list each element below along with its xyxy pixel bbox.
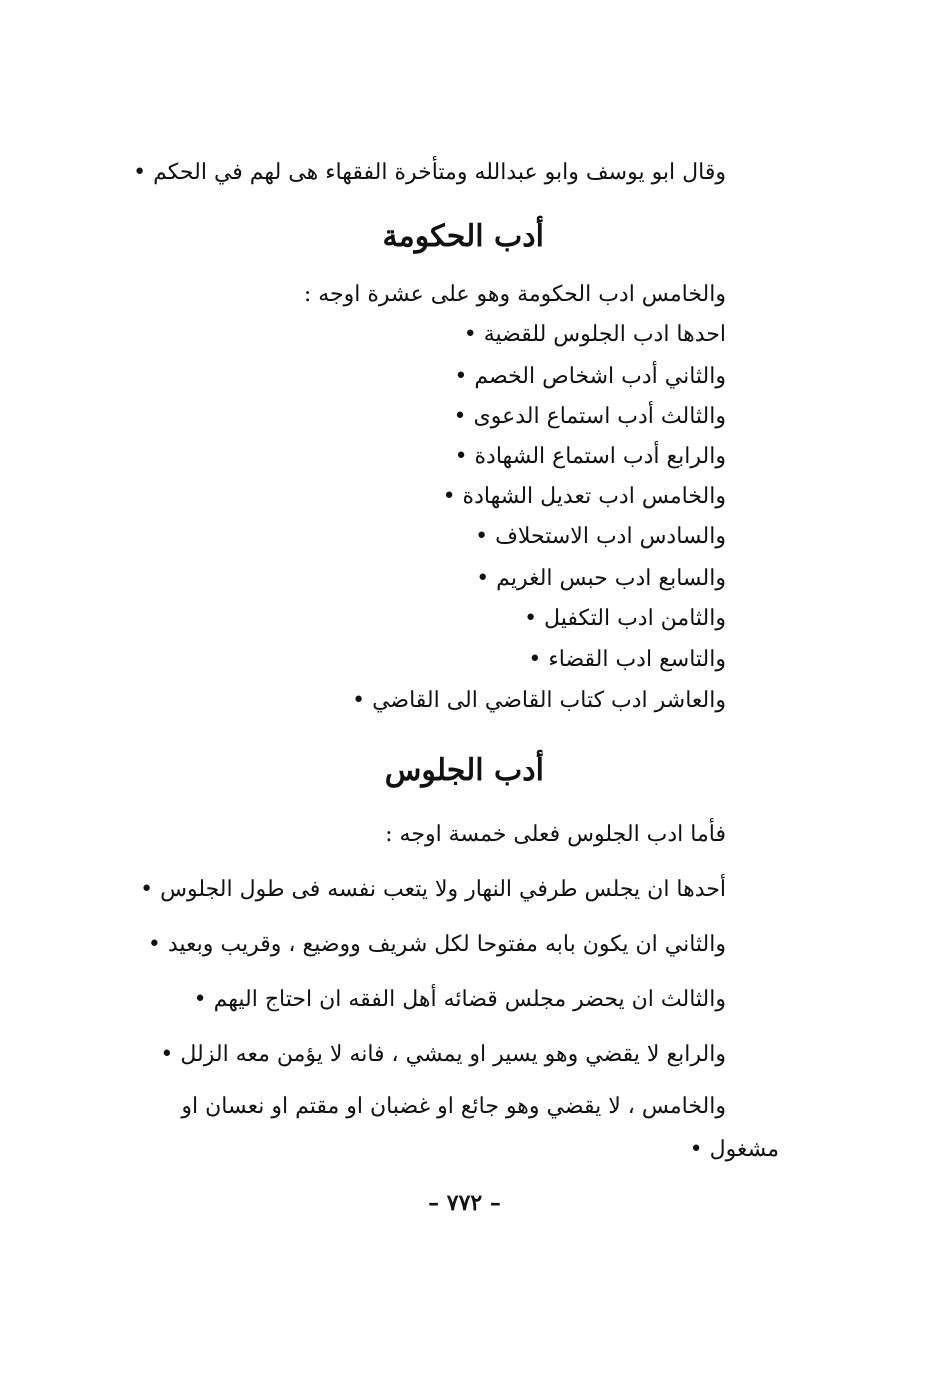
list-item: احدها ادب الجلوس للقضية • [463,322,726,347]
section-heading-julus: أدب الجلوس [384,753,544,788]
list-item: والسابع ادب حبس الغريم • [476,566,726,591]
paragraph-line: والخامس ، لا يقضي وهو جائع او غضبان او مقتم او نعسان او [181,1094,726,1119]
paragraph-line: مشغول • [689,1137,779,1162]
list-item: والتاسع ادب القضاء • [528,647,726,672]
paragraph-line: والرابع لا يقضي وهو يسير او يمشي ، فانه لا يؤمن معه الزلل • [160,1042,726,1067]
list-item: والرابع أدب استماع الشهادة • [454,444,726,469]
list-item: والخامس ادب تعديل الشهادة • [442,484,726,509]
intro-line: وقال ابو يوسف وابو عبدالله ومتأخرة الفقهاء هى لهم في الحكم • [133,160,726,185]
list-item: والثالث أدب استماع الدعوى • [453,404,726,429]
list-item: والثامن ادب التكفيل • [524,606,726,631]
page-number: – ٧٧٢ – [428,1190,501,1216]
paragraph-line: أحدها ان يجلس طرفي النهار ولا يتعب نفسه فى طول الجلوس • [140,877,726,902]
paragraph-line: والثالث ان يحضر مجلس قضائه أهل الفقه ان احتاج اليهم • [193,987,726,1012]
paragraph-line: والثاني ان يكون بابه مفتوحا لكل شريف ووضيع ، وقريب وبعيد • [147,932,726,957]
list-item: والعاشر ادب كتاب القاضي الى القاضي • [352,688,726,713]
section-lead-hukuma: والخامس ادب الحكومة وهو على عشرة اوجه : [303,282,726,307]
list-item: والسادس ادب الاستحلاف • [475,524,726,549]
list-item: والثاني أدب اشخاص الخصم • [454,364,726,389]
section-heading-hukuma: أدب الحكومة [382,219,544,254]
section-lead-julus: فأما ادب الجلوس فعلى خمسة اوجه : [385,822,726,847]
